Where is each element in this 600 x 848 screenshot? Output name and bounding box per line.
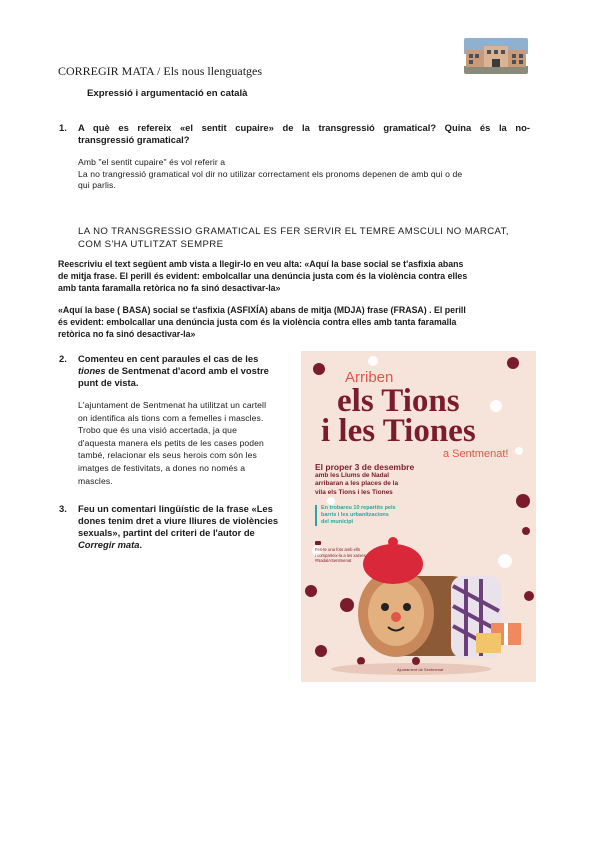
poster-info-line: arribaran a les places de la bbox=[315, 480, 399, 487]
poster-info-line: amb les Llums de Nadal bbox=[315, 471, 390, 479]
poster-footer: Ajuntament de Sentmenat bbox=[397, 667, 444, 672]
camera-icon bbox=[315, 541, 321, 545]
answer-line: on identifica als tions com a femelles i mascles. bbox=[78, 412, 264, 423]
answer-line: Amb "el sentit cupaire" és vol referir a bbox=[78, 157, 226, 167]
poster-info-line: El proper 3 de desembre bbox=[315, 462, 415, 472]
question-2-text bbox=[78, 353, 292, 389]
question-3-number: 3. bbox=[59, 503, 67, 514]
poster-photo-line: i comparteix-la a les xarxes bbox=[315, 552, 366, 558]
question-2-line2-rest: de Sentmenat d'acord amb el vostre bbox=[105, 365, 269, 376]
rewrite-answer-line: retòrica no fa sinó desactivar-la» bbox=[58, 328, 196, 339]
question-1-caps-answer bbox=[78, 225, 530, 251]
poster-info bbox=[315, 463, 465, 497]
poster-box-line: En trobareu 10 repartits pels bbox=[321, 505, 396, 511]
poster-box-line: del municipi bbox=[321, 519, 354, 525]
poster-title-line2: i les Tiones bbox=[321, 413, 476, 449]
answer-line: imatges de festivitats, a dones no només a bbox=[78, 462, 246, 473]
italic-book-title: Corregir mata bbox=[78, 539, 140, 550]
answer-line: mascles. bbox=[78, 475, 113, 486]
poster-place: a Sentmenat! bbox=[443, 448, 509, 460]
poster-photo-line: Fes-te una foto amb ells bbox=[315, 547, 360, 553]
poster-arriben: Arriben bbox=[345, 369, 394, 386]
poster-title-line1: els Tions bbox=[337, 383, 460, 419]
town-logo-icon bbox=[412, 657, 420, 665]
question-3-line4 bbox=[78, 539, 292, 551]
question-2-line2 bbox=[78, 365, 292, 377]
instruction-line: Reescriviu el text següent amb vista a llegir-lo en veu alta: «Aquí la base social se t'asfixia abans bbox=[58, 259, 464, 269]
poster-box-line: barris i les urbanitzacions bbox=[321, 512, 389, 518]
answer-line: d'aquesta manera els petits de les cases poden bbox=[78, 437, 264, 448]
poster-photo-note bbox=[315, 541, 395, 564]
question-1-answer bbox=[78, 157, 530, 192]
question-2-answer bbox=[78, 399, 292, 487]
rewrite-answer-line: és evident: embolcallar una denúncia justa com és la violència contra elles amb tanta faramalla bbox=[58, 316, 457, 327]
instruction-line: amb tanta faramalla retòrica no fa sinó desactivar-la» bbox=[58, 282, 281, 293]
rewrite-answer bbox=[58, 305, 532, 340]
answer-line: La no trangressió gramatical vol dir no utilizar correctament els pronoms depenen de amb qui o de bbox=[78, 168, 463, 179]
poster-photo-line: #NadalASentmenat bbox=[315, 558, 352, 564]
question-3-line: dones tenim dret a viure lliures de violències bbox=[78, 515, 279, 526]
answer-line: també, relacionar els seus herois com són les bbox=[78, 450, 257, 461]
question-1-line: transgressió gramatical? bbox=[78, 134, 190, 145]
tions-poster bbox=[301, 351, 536, 682]
question-3-line4-rest: . bbox=[139, 539, 143, 550]
question-1-number: 1. bbox=[59, 122, 67, 133]
building-photo bbox=[464, 38, 528, 74]
document-subtitle: Expressió i argumentació en català bbox=[87, 88, 248, 99]
question-3-line: sexuals», partint del criteri de l'autor de bbox=[78, 527, 255, 538]
question-1-line: A què es refereix «el sentit cupaire» de la transgressió gramatical? Quina és la no- bbox=[78, 122, 530, 133]
caps-line: LA NO TRANSGRESSIO GRAMATICAL ES FER SERVIR EL TEMRE AMSCULI NO MARCAT, bbox=[78, 226, 509, 237]
poster-box bbox=[315, 505, 441, 526]
question-2-line: Comenteu en cent paraules el cas de les bbox=[78, 353, 259, 364]
answer-line: qui parlis. bbox=[78, 180, 116, 190]
question-1-text bbox=[78, 122, 530, 146]
caps-line: COM S'HA UTLITZAT SEMPRE bbox=[78, 239, 224, 250]
poster-info-line: vila els Tions i les Tiones bbox=[315, 488, 393, 496]
italic-word: tiones bbox=[78, 365, 106, 376]
question-2-line: punt de vista. bbox=[78, 377, 139, 388]
document-header-title: CORREGIR MATA / Els nous llenguatges bbox=[58, 64, 263, 78]
answer-line: Trobo que és una visió accertada, ja que bbox=[78, 425, 237, 436]
question-2-number: 2. bbox=[59, 353, 67, 364]
rewrite-answer-line: «Aquí la base ( BASA) social se t'asfixia (ASFIXÍA) abans de mitja (MDJA) frase (FRASA) . El perill bbox=[58, 305, 466, 315]
answer-line: L'ajuntament de Sentmenat ha utilitzat un cartell bbox=[78, 400, 267, 410]
question-3-text bbox=[78, 503, 292, 551]
rewrite-instruction bbox=[58, 259, 532, 294]
question-3-line: Feu un comentari lingüístic de la frase «Les bbox=[78, 503, 273, 514]
instruction-line: de mitja frase. El perill és evident: embolcallar una denúncia justa com és la violència contra elles bbox=[58, 270, 468, 281]
